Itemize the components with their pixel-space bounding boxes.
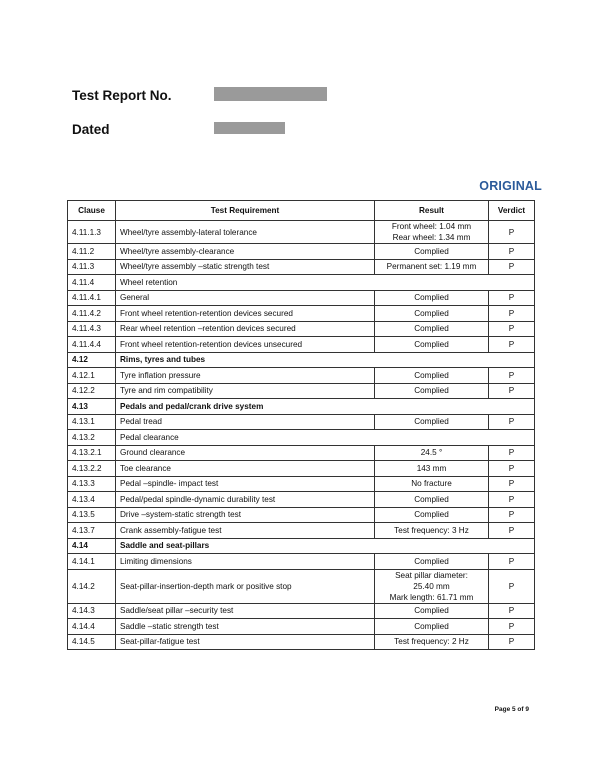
section-title-cell: Rims, tyres and tubes [116, 352, 535, 368]
clause-cell: 4.13.2.1 [68, 445, 116, 461]
table-row [68, 321, 535, 337]
result-line: Rear wheel: 1.34 mm [392, 233, 471, 242]
clause-cell: 4.11.4 [68, 275, 116, 291]
clause-cell: 4.13.3 [68, 476, 116, 492]
clause-cell: 4.12.1 [68, 368, 116, 384]
table-row [68, 476, 535, 492]
verdict-cell: P [489, 290, 535, 306]
requirement-cell: Seat-pillar-insertion-depth mark or positive stop [116, 569, 375, 603]
table-row [68, 244, 535, 260]
result-line: Seat pillar diameter: [395, 570, 468, 580]
clause-cell: 4.13.4 [68, 492, 116, 508]
verdict-cell: P [489, 569, 535, 603]
result-cell: Complied [375, 492, 489, 508]
requirement-cell: Pedal tread [116, 414, 375, 430]
table-row [68, 306, 535, 322]
verdict-cell: P [489, 619, 535, 635]
requirement-cell: Seat-pillar-fatigue test [116, 634, 375, 650]
requirement-cell: Crank assembly-fatigue test [116, 523, 375, 539]
result-cell [375, 569, 489, 603]
page-number: Page 5 of 9 [494, 706, 529, 713]
table-row [68, 368, 535, 384]
table-row [68, 259, 535, 275]
table-header-row [68, 201, 535, 221]
result-line: Front wheel: 1.04 mm [391, 222, 472, 231]
clause-cell: 4.13.2 [68, 430, 116, 446]
verdict-cell: P [489, 461, 535, 477]
result-cell: Complied [375, 290, 489, 306]
clause-cell: 4.11.2 [68, 244, 116, 260]
result-cell: Complied [375, 337, 489, 353]
requirement-cell: Front wheel retention-retention devices secured [116, 306, 375, 322]
section-row [68, 538, 535, 554]
table-row [68, 337, 535, 353]
clause-cell: 4.11.4.1 [68, 290, 116, 306]
requirement-cell: Wheel retention [116, 275, 535, 291]
table-row [68, 275, 535, 291]
clause-cell: 4.12 [68, 352, 116, 368]
table-row [68, 221, 535, 244]
verdict-cell: P [489, 368, 535, 384]
result-cell: Complied [375, 306, 489, 322]
result-cell: Complied [375, 321, 489, 337]
column-header-requirement: Test Requirement [116, 201, 375, 221]
section-row [68, 352, 535, 368]
column-header-verdict: Verdict [489, 201, 535, 221]
clause-cell: 4.11.1.3 [68, 221, 116, 244]
result-cell: Complied [375, 619, 489, 635]
result-cell: Complied [375, 368, 489, 384]
section-title-cell: Saddle and seat-pillars [116, 538, 535, 554]
clause-cell: 4.14.3 [68, 603, 116, 619]
table-row [68, 634, 535, 650]
requirement-cell: Saddle/seat pillar –security test [116, 603, 375, 619]
requirement-cell: Front wheel retention-retention devices unsecured [116, 337, 375, 353]
result-cell: Test frequency: 3 Hz [375, 523, 489, 539]
verdict-cell: P [489, 221, 535, 244]
clause-cell: 4.11.4.3 [68, 321, 116, 337]
test-results-table [67, 200, 535, 650]
result-cell: Permanent set: 1.19 mm [375, 259, 489, 275]
verdict-cell: P [489, 306, 535, 322]
result-cell: Complied [375, 507, 489, 523]
requirement-cell: Wheel/tyre assembly –static strength test [116, 259, 375, 275]
requirement-cell: Tyre inflation pressure [116, 368, 375, 384]
clause-cell: 4.14.4 [68, 619, 116, 635]
result-cell: Complied [375, 603, 489, 619]
clause-cell: 4.14.5 [68, 634, 116, 650]
table-row [68, 507, 535, 523]
table-row [68, 619, 535, 635]
result-cell: 24.5 ° [375, 445, 489, 461]
clause-cell: 4.13.5 [68, 507, 116, 523]
requirement-cell: Wheel/tyre assembly-lateral tolerance [116, 221, 375, 244]
section-title-cell: Pedals and pedal/crank drive system [116, 399, 535, 415]
verdict-cell: P [489, 507, 535, 523]
clause-cell: 4.12.2 [68, 383, 116, 399]
original-stamp: ORIGINAL [479, 179, 542, 193]
clause-cell: 4.11.4.4 [68, 337, 116, 353]
dated-label: Dated [72, 122, 110, 137]
result-cell [375, 221, 489, 244]
table-row [68, 554, 535, 570]
column-header-clause: Clause [68, 201, 116, 221]
table-row [68, 383, 535, 399]
verdict-cell: P [489, 634, 535, 650]
requirement-cell: Pedal/pedal spindle-dynamic durability test [116, 492, 375, 508]
table-row [68, 414, 535, 430]
requirement-cell: Tyre and rim compatibility [116, 383, 375, 399]
table-body [68, 221, 535, 650]
requirement-cell: Pedal clearance [116, 430, 535, 446]
verdict-cell: P [489, 445, 535, 461]
result-cell: Complied [375, 383, 489, 399]
verdict-cell: P [489, 244, 535, 260]
table-row [68, 569, 535, 603]
requirement-cell: Drive –system-static strength test [116, 507, 375, 523]
clause-cell: 4.13.7 [68, 523, 116, 539]
clause-cell: 4.11.4.2 [68, 306, 116, 322]
verdict-cell: P [489, 523, 535, 539]
verdict-cell: P [489, 337, 535, 353]
table-row [68, 492, 535, 508]
verdict-cell: P [489, 476, 535, 492]
requirement-cell: Saddle –static strength test [116, 619, 375, 635]
result-cell: Complied [375, 414, 489, 430]
verdict-cell: P [489, 492, 535, 508]
clause-cell: 4.13.1 [68, 414, 116, 430]
result-cell: Complied [375, 554, 489, 570]
section-row [68, 399, 535, 415]
report-number-label: Test Report No. [72, 88, 172, 103]
requirement-cell: Toe clearance [116, 461, 375, 477]
clause-cell: 4.13 [68, 399, 116, 415]
table-row [68, 445, 535, 461]
clause-cell: 4.14.1 [68, 554, 116, 570]
result-cell: Test frequency: 2 Hz [375, 634, 489, 650]
table-row [68, 523, 535, 539]
clause-cell: 4.11.3 [68, 259, 116, 275]
clause-cell: 4.14 [68, 538, 116, 554]
verdict-cell: P [489, 554, 535, 570]
requirement-cell: Rear wheel retention –retention devices secured [116, 321, 375, 337]
verdict-cell: P [489, 321, 535, 337]
result-cell: 143 mm [375, 461, 489, 477]
requirement-cell: Wheel/tyre assembly-clearance [116, 244, 375, 260]
clause-cell: 4.13.2.2 [68, 461, 116, 477]
result-line: 25.40 mm [413, 581, 450, 591]
result-cell: No fracture [375, 476, 489, 492]
verdict-cell: P [489, 383, 535, 399]
verdict-cell: P [489, 603, 535, 619]
verdict-cell: P [489, 259, 535, 275]
verdict-cell: P [489, 414, 535, 430]
result-line: Mark length: 61.71 mm [389, 592, 474, 602]
column-header-result: Result [375, 201, 489, 221]
redacted-date [214, 122, 285, 134]
result-cell: Complied [375, 244, 489, 260]
requirement-cell: Ground clearance [116, 445, 375, 461]
table-row [68, 603, 535, 619]
table-row [68, 461, 535, 477]
table-row [68, 430, 535, 446]
redacted-report-number [214, 87, 327, 101]
requirement-cell: Pedal –spindle- impact test [116, 476, 375, 492]
clause-cell: 4.14.2 [68, 569, 116, 603]
requirement-cell: Limiting dimensions [116, 554, 375, 570]
table-row [68, 290, 535, 306]
requirement-cell: General [116, 290, 375, 306]
